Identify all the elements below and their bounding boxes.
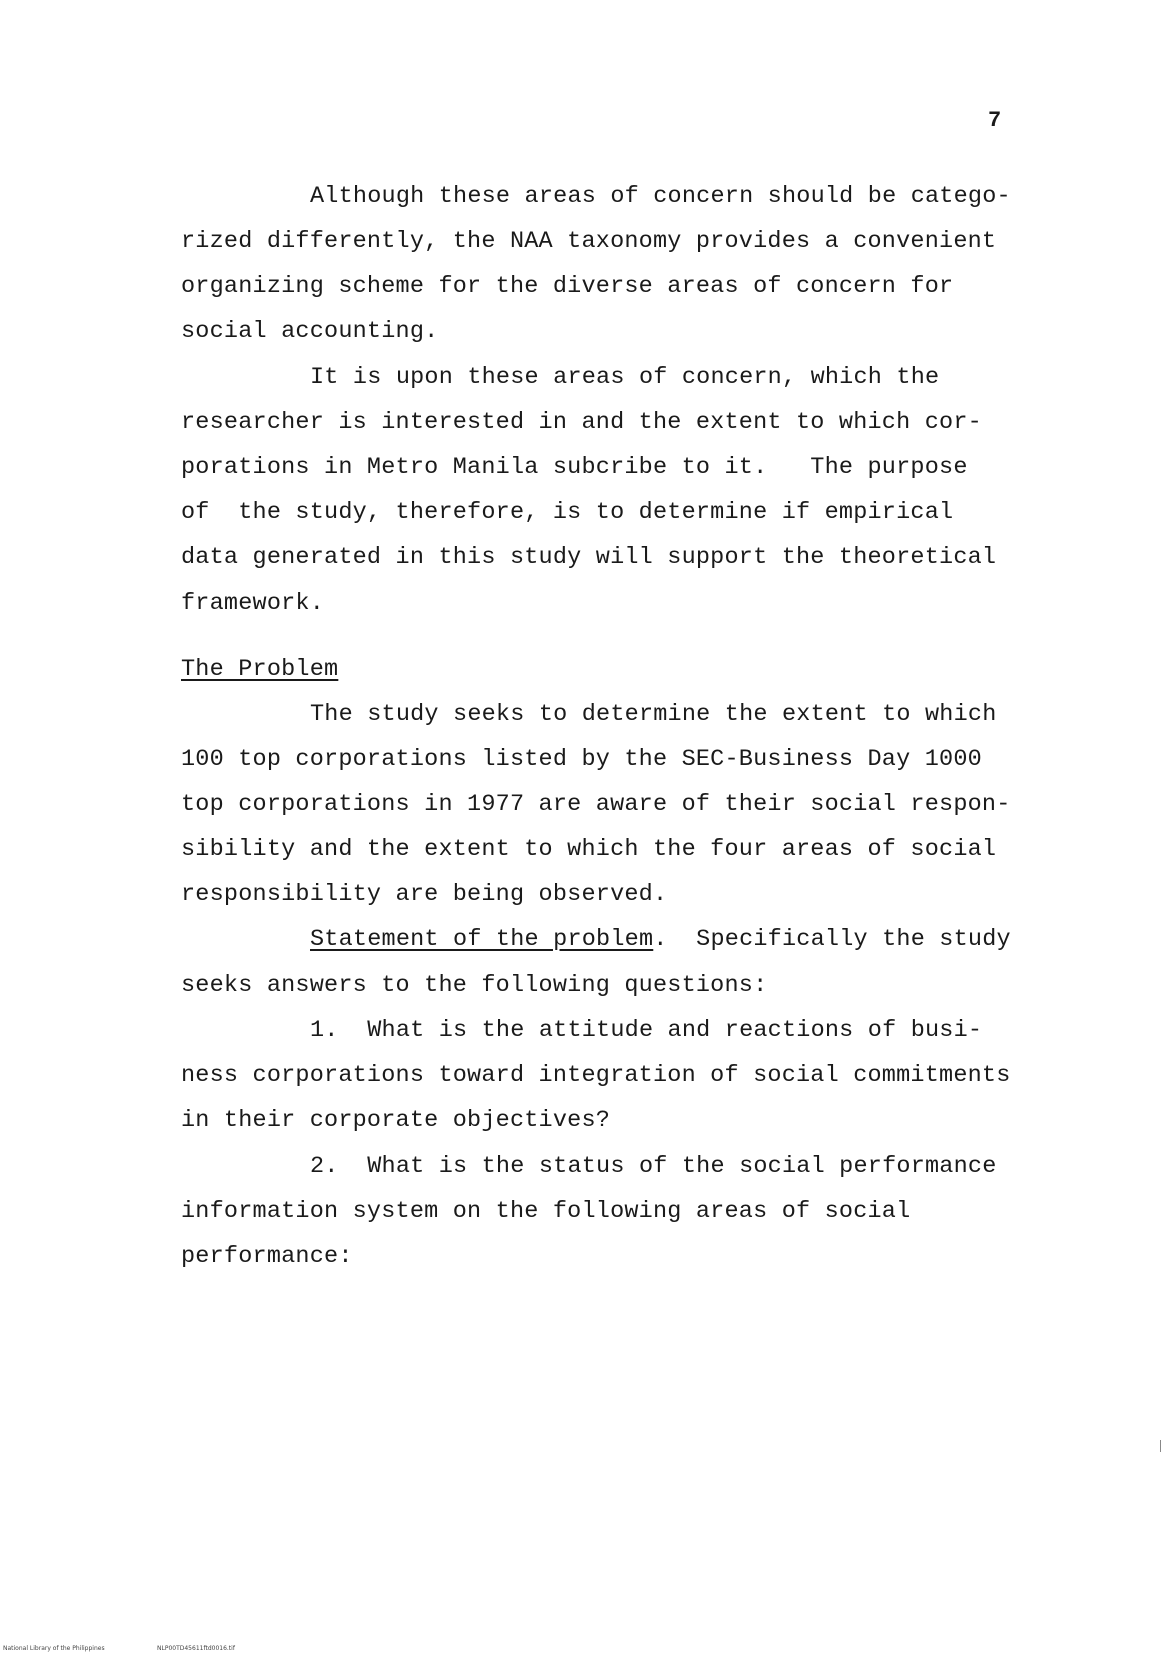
- question-line: performance:: [181, 1243, 353, 1270]
- question-line: ness corporations toward integration of social commitments: [181, 1062, 1011, 1089]
- paragraph-line: social accounting.: [181, 318, 439, 345]
- paragraph-line: rized differently, the NAA taxonomy provides a convenient: [181, 228, 997, 255]
- paragraph-line: The study seeks to determine the extent to which: [310, 701, 997, 728]
- paragraph-line: researcher is interested in and the extent to which cor-: [181, 409, 982, 436]
- scan-edge-mark: [1160, 1440, 1161, 1452]
- paragraph-line: top corporations in 1977 are aware of their social respon-: [181, 791, 1011, 818]
- subheading-rest: . Specifically the study: [653, 926, 1011, 953]
- question-line: 1. What is the attitude and reactions of busi-: [310, 1017, 983, 1044]
- paragraph-line: framework.: [181, 590, 325, 617]
- paragraph-line: Although these areas of concern should be catego-: [310, 183, 1011, 210]
- paragraph-line: 100 top corporations listed by the SEC-Business Day 1000: [181, 746, 982, 773]
- question-line: 2. What is the status of the social performance: [310, 1153, 997, 1180]
- section-heading: The Problem: [181, 656, 339, 683]
- paragraph-line: data generated in this study will support the theoretical: [181, 544, 997, 571]
- paragraph-line: organizing scheme for the diverse areas of concern for: [181, 273, 954, 300]
- question-line: information system on the following areas of social: [181, 1198, 911, 1225]
- page-number: 7: [988, 108, 1002, 133]
- paragraph-line: of the study, therefore, is to determine if empirical: [181, 499, 954, 526]
- footer-file: NLP00TD45611ftd0016.tif: [157, 1645, 235, 1652]
- paragraph-line: It is upon these areas of concern, which the: [310, 364, 940, 391]
- paragraph-line: porations in Metro Manila subcribe to it. The purpose: [181, 454, 968, 481]
- footer-library: National Library of the Philippines: [3, 1645, 105, 1652]
- paragraph-line: [310, 925, 1011, 955]
- question-line: in their corporate objectives?: [181, 1107, 611, 1134]
- subheading: Statement of the problem: [310, 926, 654, 953]
- paragraph-line: sibility and the extent to which the four areas of social: [181, 836, 997, 863]
- paragraph-line: seeks answers to the following questions:: [181, 972, 768, 999]
- paragraph-line: responsibility are being observed.: [181, 881, 668, 908]
